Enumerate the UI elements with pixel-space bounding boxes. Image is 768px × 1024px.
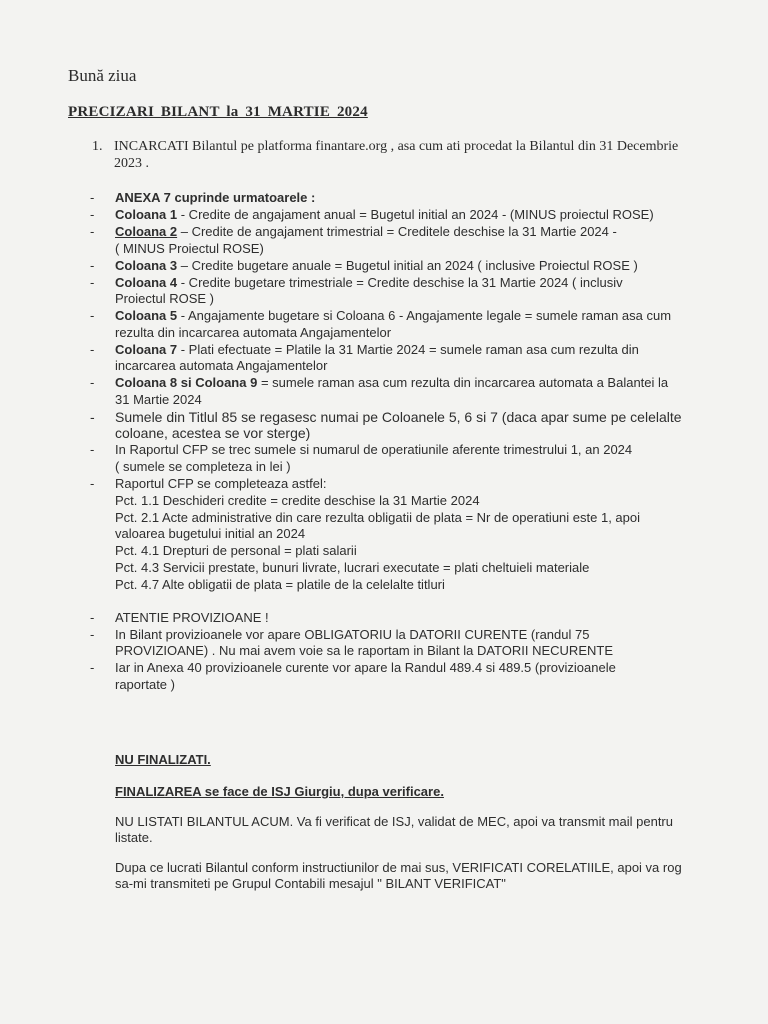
- dash: -: [90, 341, 95, 357]
- list-item-bold: Coloana 2: [115, 224, 178, 239]
- paragraph-verificare: Dupa ce lucrati Bilantul conform instructiunilor de mai sus, VERIFICATI CORELATIILE, apoi va rog sa-mi transmiteti pe Grupul Contabili mesajul " BILANT VERIFICAT": [115, 860, 682, 891]
- list-item-text: Pct. 1.1 Deschideri credite = credite deschise la 31 Martie 2024: [115, 492, 480, 508]
- list-item-text: - Credite bugetare trimestriale = Credite deschise la 31 Martie 2024 ( inclusiv: [177, 274, 623, 290]
- list-item-text: Pct. 2.1 Acte administrative din care rezulta obligatii de plata = Nr de operatiuni este 1, apoi: [115, 509, 640, 525]
- paragraph-listare: NU LISTATI BILANTUL ACUM. Va fi verificat de ISJ, validat de MEC, apoi va transmit mail pentru listate.: [115, 814, 673, 845]
- heading-finalizarea: FINALIZAREA se face de ISJ Giurgiu, dupa verificare.: [115, 784, 444, 799]
- list-item-continuation: ( MINUS Proiectul ROSE): [115, 240, 264, 256]
- list-item: [90, 493, 710, 510]
- list-item-text: – Credite bugetare anuale = Bugetul initial an 2024 ( inclusive Proiectul ROSE ): [177, 257, 638, 273]
- dash: -: [90, 224, 95, 239]
- list-item-text: - Plati efectuate = Platile la 31 Martie 2024 = sumele raman asa cum rezulta din: [177, 341, 639, 357]
- item-number: 1.: [92, 139, 103, 154]
- list-item: [90, 476, 710, 493]
- dash: -: [90, 660, 95, 675]
- list-item: [90, 627, 710, 660]
- list-item-continuation: Proiectul ROSE ): [115, 291, 214, 306]
- list-item-bold: Coloana 4: [115, 274, 178, 290]
- dash: -: [90, 609, 95, 625]
- list-item: [90, 308, 710, 341]
- list-item: [90, 543, 710, 560]
- list-item-text: Pct. 4.1 Drepturi de personal = plati salarii: [115, 543, 357, 558]
- list-item: [90, 577, 710, 594]
- document-title: PRECIZARI BILANT la 31 MARTIE 2024: [68, 104, 368, 120]
- list-item: [90, 660, 710, 693]
- list-item-text: ATENTIE PROVIZIOANE !: [115, 609, 269, 625]
- list-item: [90, 375, 710, 408]
- dash: -: [90, 375, 95, 390]
- heading-nu-finalizati: NU FINALIZATI.: [115, 752, 211, 767]
- list-item-text: = sumele raman asa cum rezulta din incarcarea automata a Balantei la: [257, 375, 669, 390]
- list-item-continuation: incarcarea automata Angajamentelor: [115, 358, 328, 373]
- list-item-bold: ANEXA 7 cuprinde urmatoarele :: [115, 190, 316, 205]
- list-item-continuation: 31 Martie 2024: [115, 391, 202, 407]
- item-text: INCARCATI Bilantul pe platforma finantare.org , asa cum ati procedat la Bilantul din 31 Decembrie 2023 .: [114, 139, 679, 171]
- list-item-text: - Angajamente bugetare si Coloana 6 - Angajamente legale = sumele raman asa cum: [177, 308, 672, 323]
- dash: -: [90, 626, 95, 642]
- list-item-bold: Coloana 1: [115, 207, 178, 222]
- list-item-text: Pct. 4.7 Alte obligatii de plata = platile de la celelalte titluri: [115, 577, 445, 592]
- dash: -: [90, 190, 95, 205]
- list-item-bold: Coloana 3: [115, 257, 178, 273]
- list-item-continuation: PROVIZIOANE) . Nu mai avem voie sa le raportam in Bilant la DATORII NECURENTE: [115, 643, 613, 658]
- list-item-text: Iar in Anexa 40 provizioanele curente vor apare la Randul 489.4 si 489.5 (provizioanele: [115, 660, 616, 675]
- dash: -: [90, 274, 95, 290]
- list-item-continuation: raportate ): [115, 676, 175, 692]
- list-item-text: – Credite de angajament trimestrial = Creditele deschise la 31 Martie 2024 -: [177, 224, 617, 239]
- list-item: [90, 342, 710, 375]
- list-item: [90, 560, 710, 577]
- list-item-continuation: valoarea bugetului initial an 2024: [115, 526, 306, 541]
- greeting: Bună ziua: [68, 66, 137, 85]
- dash: -: [90, 308, 95, 323]
- list-item: [90, 207, 710, 224]
- list-item-text: Sumele din Titlul 85 se regasesc numai pe Coloanele 5, 6 si 7 (daca apar sume pe celelalte: [115, 408, 682, 425]
- instruction-list: [90, 190, 710, 694]
- list-item-bold: Coloana 7: [115, 341, 178, 357]
- list-item-bold: Coloana 8 si Coloana 9: [115, 375, 258, 390]
- dash: -: [90, 475, 95, 491]
- list-item-continuation: ( sumele se completeza in lei ): [115, 458, 291, 474]
- dash: -: [90, 207, 95, 222]
- list-item-text: - Credite de angajament anual = Bugetul initial an 2024 - (MINUS proiectul ROSE): [177, 207, 654, 222]
- list-item: [90, 442, 710, 475]
- list-item-bold: Coloana 5: [115, 308, 178, 323]
- list-item: [90, 510, 710, 543]
- list-item: [90, 258, 710, 275]
- list-item-text: In Bilant provizioanele vor apare OBLIGATORIU la DATORII CURENTE (randul 75: [115, 626, 590, 642]
- numbered-item-1: [92, 138, 692, 172]
- list-item-continuation: coloane, acestea se vor sterge): [115, 425, 311, 441]
- list-item-text: Raportul CFP se completeaza astfel:: [115, 475, 327, 491]
- list-item-continuation: rezulta din incarcarea automata Angajamentelor: [115, 324, 392, 340]
- list-item-text: In Raportul CFP se trec sumele si numarul de operatiunile aferente trimestrului 1, an 2024: [115, 442, 633, 457]
- list-item: [90, 224, 710, 257]
- list-item-text: Pct. 4.3 Servicii prestate, bunuri livrate, lucrari executate = plati cheltuieli materiale: [115, 560, 590, 575]
- dash: -: [90, 408, 95, 425]
- list-item: [90, 275, 710, 308]
- dash: -: [90, 442, 95, 457]
- list-item: [90, 610, 710, 627]
- closing-section: [115, 752, 695, 906]
- list-item: [90, 190, 710, 207]
- dash: -: [90, 257, 95, 273]
- list-item: [90, 409, 710, 442]
